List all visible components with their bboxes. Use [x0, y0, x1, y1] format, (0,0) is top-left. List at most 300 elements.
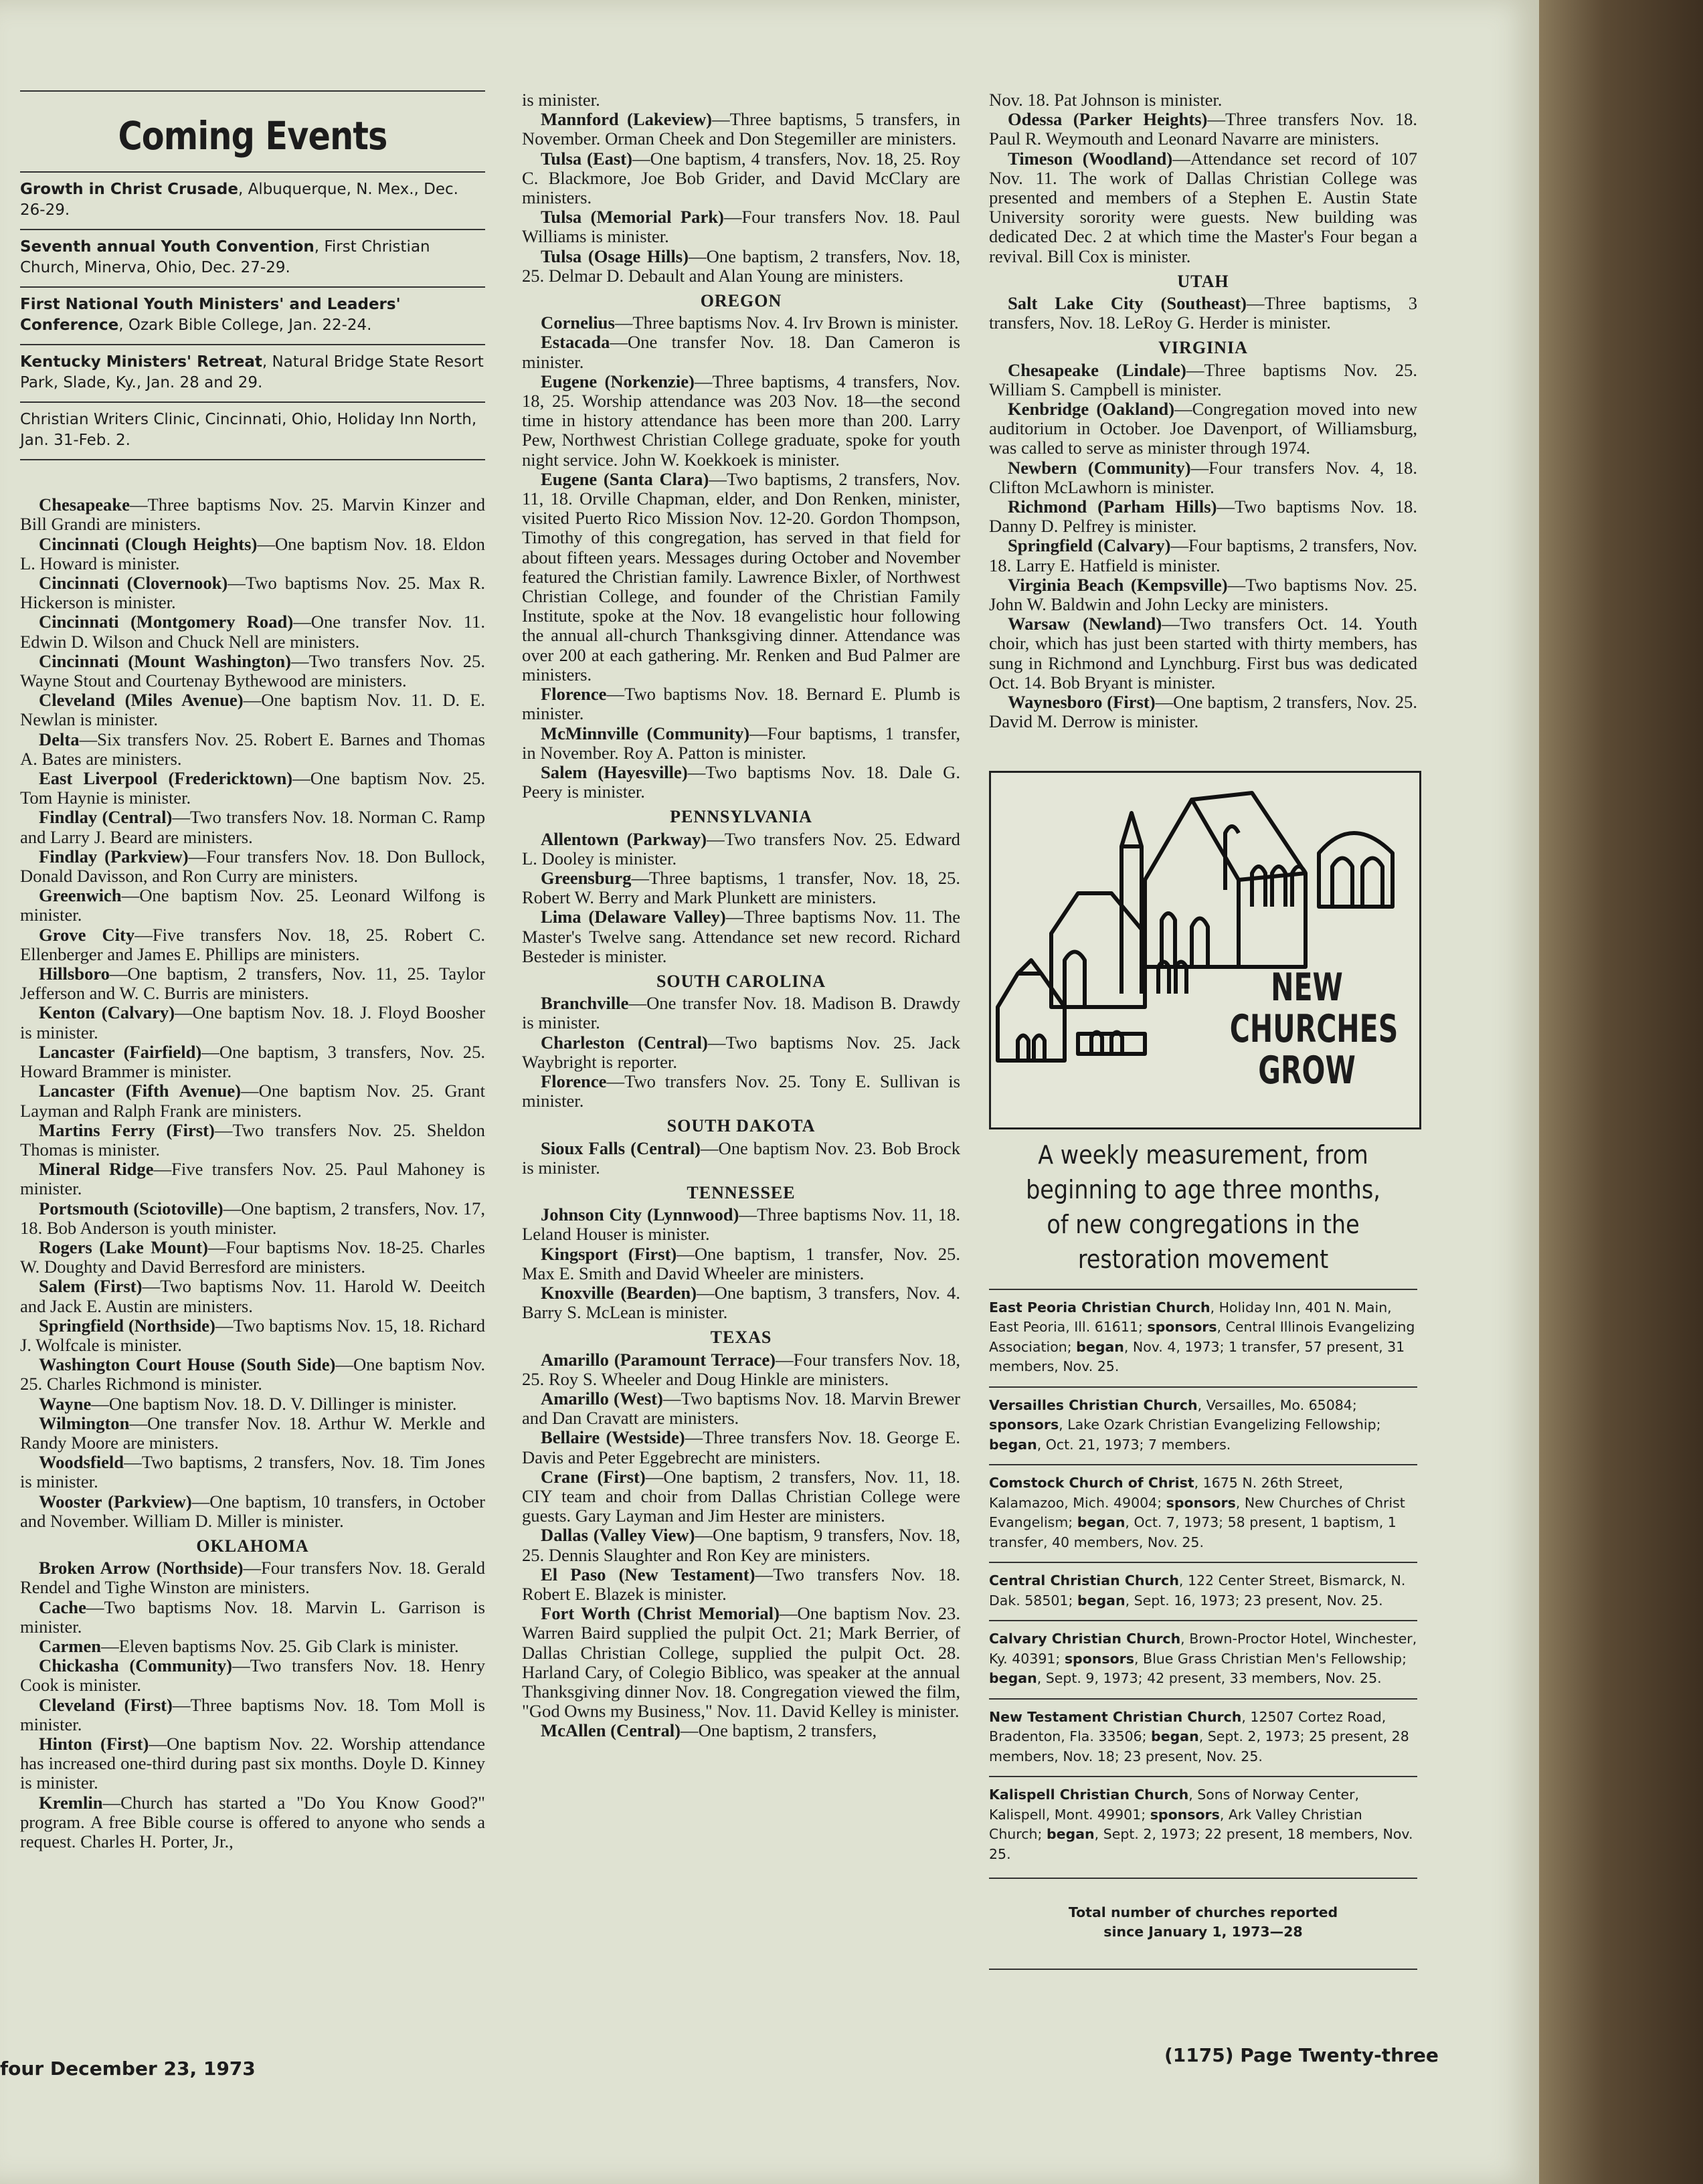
report-text: —One baptism Nov. 25. Tom Haynie is minister.	[20, 768, 485, 808]
church-report	[989, 693, 1417, 731]
began-label: began	[1077, 1592, 1126, 1609]
church-report	[522, 869, 960, 907]
church-report	[522, 685, 960, 723]
church-name: Cincinnati (Clough Heights)	[39, 533, 258, 554]
church-name: Findlay (Central)	[39, 807, 173, 828]
church-name: Mannford (Lakeview)	[541, 109, 713, 130]
church-report	[522, 149, 960, 208]
coming-event-item	[20, 173, 485, 230]
sponsors-text: , Blue Grass Christian Men's Fellowship;	[1134, 1650, 1407, 1667]
report-continuation: is minister.	[522, 90, 600, 110]
report-text: —Three baptisms, 4 transfers, Nov. 18, 25. Worship attendance was 203 Nov. 18—the second time in history attendance has been more than 200. Larry Pew, Northwest Christian College graduate, spoke for youth night service. John W. Koekkoek is minister.	[522, 371, 960, 470]
new-churches-grow-heading	[1229, 965, 1399, 1093]
church-report	[20, 1492, 485, 1531]
church-name: Wayne	[39, 1393, 92, 1414]
report-text: —One baptism, 2 transfers,	[680, 1720, 877, 1741]
church-report	[20, 573, 485, 612]
church-name: Hinton (First)	[39, 1734, 149, 1754]
report-text: —Two transfers Nov. 18. Norman C. Ramp and Larry J. Beard are ministers.	[20, 807, 485, 847]
church-address: , 122 Center Street, Bismarck, N. Dak. 58501;	[989, 1572, 1406, 1609]
church-name: Knoxville (Bearden)	[541, 1282, 697, 1303]
church-name: Carmen	[39, 1635, 102, 1656]
report-text: —Five transfers Nov. 25. Paul Mahoney is minister.	[20, 1159, 485, 1199]
report-text: —Two baptisms Nov. 18. Dale G. Peery is minister.	[522, 761, 960, 802]
report-text: —Two transfers Nov. 25. Wayne Stout and Courtenay Bythewood are ministers.	[20, 650, 485, 691]
report-text: —One baptism Nov. 25. Charles Richmond is minister.	[20, 1354, 485, 1394]
church-name: Charleston (Central)	[541, 1032, 708, 1053]
new-church-entry	[989, 1698, 1417, 1777]
report-text: —Three baptisms, 5 transfers, in November. Orman Cheek and Don Stegemiller are ministers.	[522, 109, 960, 149]
report-text: —Two baptisms Nov. 18. Bernard E. Plumb is minister.	[522, 684, 960, 724]
church-report	[20, 808, 485, 846]
began-text: , Nov. 4, 1973; 1 transfer, 57 present, 31 members, Nov. 25.	[989, 1338, 1405, 1374]
report-text: —One baptism Nov. 18. Eldon L. Howard is minister.	[20, 533, 485, 573]
church-report	[989, 149, 1417, 266]
church-name: Cincinnati (Montgomery Road)	[39, 612, 294, 632]
church-report	[20, 730, 485, 769]
report-text: —Three baptisms Nov. 4. Irv Brown is minister.	[614, 312, 959, 333]
church-name: Kingsport (First)	[541, 1243, 677, 1264]
church-report	[20, 1199, 485, 1238]
church-name: Chickasha (Community)	[39, 1655, 232, 1676]
report-text: —One transfer Nov. 18. Madison B. Drawdy is minister.	[522, 993, 960, 1033]
church-name: Greenwich	[39, 885, 122, 906]
footer-date: four December 23, 1973	[0, 2058, 256, 2080]
began-label: began	[1077, 1514, 1126, 1530]
church-report	[20, 1793, 485, 1852]
church-name: Eugene (Norkenzie)	[541, 371, 695, 391]
sponsors-label: sponsors	[989, 1417, 1059, 1433]
church-address: , Versailles, Mo. 65084;	[1197, 1396, 1357, 1413]
report-text: —Attendance set record of 107 Nov. 11. The work of Dallas Christian College was presented and members of a Stephen E. Austin State University sorority were guests. New building was dedicated Dec. 2 at which time the Master's Four began a revival. Bill Cox is minister.	[989, 148, 1417, 266]
event-name: Growth in Christ Crusade	[20, 181, 238, 199]
report-text: —One baptism, 3 transfers, Nov. 4. Barry S. McLean is minister.	[522, 1282, 960, 1323]
church-report	[989, 294, 1417, 333]
began-text: , Oct. 7, 1973; 58 present, 1 baptism, 1 transfer, 40 members, Nov. 25.	[989, 1514, 1397, 1550]
church-report	[20, 964, 485, 1003]
report-text: —Two baptisms Nov. 25. John W. Baldwin and John Lecky are ministers.	[989, 574, 1417, 615]
report-text: —Two transfers Nov. 18. Robert E. Blazek is minister.	[522, 1564, 960, 1605]
church-name: Cleveland (First)	[39, 1694, 173, 1715]
sponsors-label: sponsors	[1064, 1650, 1134, 1667]
report-text: —Three transfers Nov. 18. George E. Davis and Peter Eggebrecht are ministers.	[522, 1427, 960, 1467]
church-name: Eugene (Santa Clara)	[541, 468, 709, 489]
new-church-entry	[989, 1289, 1417, 1386]
report-text: —One baptism Nov. 23. Warren Baird supplied the pulpit Oct. 21; Mark Berrier, of Dallas Christian College, supplied the pulpit Oct. 28. Harland Cary, of Colegio Biblico, was speaker at the annual Thanksgiving dinner Nov. 18. Congregation viewed the film, "God Owns my Business," Nov. 11. David Kelley is minister.	[522, 1603, 960, 1722]
church-report	[989, 497, 1417, 536]
church-name: Lima (Delaware Valley)	[541, 907, 726, 927]
church-name: Florence	[541, 684, 607, 705]
church-name: Versailles Christian Church	[989, 1396, 1198, 1413]
column-left	[20, 90, 485, 1851]
church-report	[522, 1350, 960, 1389]
event-details: , Ozark Bible College, Jan. 22-24.	[118, 316, 372, 335]
church-name: Virginia Beach (Kempsville)	[1008, 574, 1228, 595]
church-report	[989, 458, 1417, 497]
state-heading: TEXAS	[710, 1328, 772, 1348]
report-text: —One baptism Nov. 22. Worship attendance has increased one-third during past six months. Doyle D. Kinney is minister.	[20, 1734, 485, 1793]
report-text: —Two baptisms, 2 transfers, Nov. 18. Tim Jones is minister.	[20, 1452, 485, 1492]
church-report	[522, 110, 960, 149]
church-name: Tulsa (Osage Hills)	[541, 246, 689, 266]
church-report	[20, 925, 485, 964]
church-name: Tulsa (Memorial Park)	[541, 207, 724, 227]
report-text: —Four transfers Nov. 18, 25. Roy S. Wheeler and Doug Hinkle are ministers.	[522, 1349, 960, 1389]
church-name: Grove City	[39, 924, 135, 945]
event-details: , Albuquerque, N. Mex., Dec. 26-29.	[20, 181, 458, 219]
report-text: —Two baptisms, 2 transfers, Nov. 11, 18. Orville Chapman, elder, and Don Renken, minister, visited Puerto Rico Mission Nov. 12-20. Gordon Thompson, Timothy of this congregation, has served in that field for about fifteen years. Messages during October and November featured the Christian family. Lawrence Bixler, of Northwest Christian College, and founder of the Christian Family Institute, spoke at the Nov. 18 evangelistic hour following the annual all-church Thanksgiving dinner. Attendance was over 200 at each gathering. Mr. Renken and Bud Palmer are ministers.	[522, 468, 960, 685]
church-name: Cache	[39, 1597, 86, 1617]
church-report	[20, 1637, 485, 1656]
event-details: Christian Writers Clinic, Cincinnati, Ohio, Holiday Inn North, Jan. 31-Feb. 2.	[20, 411, 477, 450]
church-name: Springfield (Calvary)	[1008, 535, 1171, 556]
church-name: Amarillo (West)	[541, 1388, 663, 1408]
report-text: —Four baptisms, 2 transfers, Nov. 18. Larry E. Hatfield is minister.	[989, 535, 1417, 575]
report-text: —Four transfers Nov. 18. Don Bullock, Donald Davisson, and Ron Curry are ministers.	[20, 846, 485, 887]
event-details: , Natural Bridge State Resort Park, Slade, Ky., Jan. 28 and 29.	[20, 353, 484, 392]
church-report	[522, 1428, 960, 1467]
report-text: —Four transfers Nov. 18. Gerald Rendel and Tighe Winston are ministers.	[20, 1558, 485, 1598]
church-name: Salem (Hayesville)	[541, 761, 688, 782]
church-name: Kenton (Calvary)	[39, 1002, 175, 1023]
report-text: —One baptism Nov. 18. J. Floyd Boosher is minister.	[20, 1002, 485, 1042]
state-heading: OREGON	[700, 291, 782, 311]
church-name: Greensburg	[541, 867, 632, 888]
church-report	[522, 830, 960, 869]
total-line: since January 1, 1973—28	[1103, 1924, 1303, 1940]
report-continuation: Nov. 18. Pat Johnson is minister.	[989, 90, 1223, 110]
church-report	[20, 1238, 485, 1277]
page-edge-background	[1539, 0, 1703, 2184]
church-name: New Testament Christian Church	[989, 1708, 1242, 1725]
report-text: —Five transfers Nov. 18, 25. Robert C. Ellenberger and James E. Phillips are ministers.	[20, 924, 485, 964]
state-heading: UTAH	[1177, 271, 1229, 291]
church-report	[20, 1003, 485, 1042]
church-name: Wilmington	[39, 1413, 130, 1433]
report-text: —One baptism, 9 transfers, Nov. 18, 25. Dennis Slaughter and Ron Key are ministers.	[522, 1525, 961, 1565]
church-name: Warsaw (Newland)	[1008, 614, 1162, 634]
church-name: Hillsboro	[39, 964, 110, 984]
report-text: —Congregation moved into new auditorium in October. Joe Davenport, of Williamsburg, was called to serve as minister through 1974.	[989, 399, 1417, 458]
church-report	[20, 847, 485, 886]
began-text: , Sept. 16, 1973; 23 present, Nov. 25.	[1125, 1592, 1383, 1609]
church-report	[522, 907, 960, 966]
began-text: , Sept. 9, 1973; 42 present, 33 members, Nov. 25.	[1037, 1670, 1382, 1686]
report-text: —Two baptisms Nov. 25. Max R. Hickerson is minister.	[20, 573, 485, 613]
report-text: —Three transfers Nov. 18. Paul R. Weymouth and Leonard Navarre are ministers.	[989, 109, 1417, 149]
church-name: Chesapeake	[39, 494, 130, 515]
report-text: —One baptism Nov. 25. Leonard Wilfong is minister.	[20, 885, 485, 925]
church-name: Newbern (Community)	[1008, 457, 1191, 478]
report-text: —Three baptisms Nov. 11, 18. Leland Houser is minister.	[522, 1204, 961, 1245]
report-text: —Two transfers Nov. 25. Edward L. Dooley is minister.	[522, 828, 960, 869]
began-label: began	[1076, 1338, 1124, 1355]
church-address: , Brown-Proctor Hotel, Winchester, Ky. 40391;	[989, 1631, 1417, 1667]
began-label: began	[989, 1670, 1037, 1686]
church-name: Odessa (Parker Heights)	[1008, 109, 1208, 130]
report-text: —One baptism, 2 transfers, Nov. 17, 18. Bob Anderson is youth minister.	[20, 1198, 485, 1238]
church-report	[522, 1245, 960, 1283]
church-name: Branchville	[541, 993, 629, 1014]
church-report	[20, 495, 485, 534]
report-text: —Two baptisms Nov. 18. Marvin Brewer and Dan Cravatt are ministers.	[522, 1388, 961, 1429]
church-address: , 1675 N. 26th Street, Kalamazoo, Mich. 49004;	[989, 1475, 1344, 1511]
footer-page-number: (1175) Page Twenty-three	[1164, 2044, 1439, 2066]
began-label: began	[1046, 1826, 1095, 1842]
church-name: Kalispell Christian Church	[989, 1787, 1189, 1803]
heading-word: CHURCHES	[1229, 1006, 1399, 1051]
church-report	[20, 1696, 485, 1734]
church-name: East Liverpool (Fredericktown)	[39, 768, 293, 789]
column-right	[989, 90, 1417, 1970]
church-report	[20, 1558, 485, 1597]
church-report	[20, 1277, 485, 1315]
event-name: Kentucky Ministers' Retreat	[20, 353, 262, 371]
report-text: —One transfer Nov. 18. Arthur W. Merkle and Randy Moore are ministers.	[20, 1413, 485, 1453]
church-report	[522, 1604, 960, 1721]
church-name: Crane (First)	[541, 1466, 646, 1487]
church-report	[20, 1394, 485, 1414]
church-report	[522, 1526, 960, 1564]
sponsors-text: , Lake Ozark Christian Evangelizing Fellowship;	[1059, 1417, 1381, 1433]
sponsors-text: , Ark Valley Christian Church;	[989, 1806, 1362, 1842]
report-text: —One baptism, 2 transfers, Nov. 25. David M. Derrow is minister.	[989, 692, 1418, 732]
new-churches-grow-illustration	[989, 771, 1421, 1129]
report-text: —Three baptisms Nov. 25. Marvin Kinzer and Bill Grandi are ministers.	[20, 494, 485, 535]
church-name: Central Christian Church	[989, 1572, 1179, 1588]
report-text: —One baptism Nov. 18. D. V. Dillinger is minister.	[91, 1393, 457, 1414]
report-text: —Two baptisms Nov. 15, 18. Richard J. Wolfcale is minister.	[20, 1315, 486, 1355]
report-text: —Church has started a "Do You Know Good?" program. A free Bible course is offered to anyone who sends a request. Charles H. Porter, Jr.,	[20, 1792, 485, 1852]
began-label: began	[1151, 1728, 1199, 1744]
divider	[20, 90, 485, 92]
report-text: —Two transfers Oct. 14. Youth choir, which has just been started with thirty members, has sung in Richmond and Lynchburg. First bus was dedicated Oct. 14. Bob Bryant is minister.	[989, 614, 1417, 693]
church-report	[522, 1283, 960, 1322]
church-name: Florence	[541, 1071, 607, 1091]
total-churches-note	[989, 1878, 1417, 1970]
church-report	[522, 1565, 960, 1604]
report-text: —Four baptisms Nov. 18-25. Charles W. Doughty and David Berresford are ministers.	[20, 1237, 485, 1277]
church-report	[20, 1316, 485, 1355]
church-name: Amarillo (Paramount Terrace)	[541, 1349, 776, 1370]
church-name: Dallas (Valley View)	[541, 1525, 695, 1546]
sponsors-label: sponsors	[1166, 1494, 1236, 1511]
church-name: Richmond (Parham Hills)	[1008, 496, 1217, 517]
report-text: —Two baptisms Nov. 11. Harold W. Deeitch and Jack E. Austin are ministers.	[20, 1276, 485, 1316]
church-report	[20, 886, 485, 925]
church-name: Salt Lake City (Southeast)	[1008, 293, 1247, 314]
report-text: —One baptism, 1 transfer, Nov. 25. Max E. Smith and David Wheeler are ministers.	[522, 1243, 960, 1283]
sponsors-label: sponsors	[1147, 1319, 1217, 1335]
heading-word: NEW	[1271, 965, 1343, 1010]
church-report	[522, 1072, 960, 1111]
church-name: Sioux Falls (Central)	[541, 1138, 701, 1158]
report-text: —Three baptisms, 1 transfer, Nov. 18, 25. Robert W. Berry and Mark Plunkett are ministers.	[522, 867, 960, 908]
church-name: Johnson City (Lynnwood)	[541, 1204, 739, 1225]
new-churches-subtitle: A weekly measurement, from beginning to age three months, of new congregations in the restoration movement	[1026, 1140, 1380, 1274]
church-name: East Peoria Christian Church	[989, 1299, 1211, 1315]
church-report	[20, 1734, 485, 1793]
report-text: —One transfer Nov. 11. Edwin D. Wilson and Chuck Nell are ministers.	[20, 612, 485, 652]
total-line: Total number of churches reported	[1068, 1904, 1338, 1920]
church-name: Lancaster (Fairfield)	[39, 1041, 202, 1062]
coming-events-title: Coming Events	[118, 113, 387, 159]
church-name: Lancaster (Fifth Avenue)	[39, 1081, 242, 1101]
church-name: Portsmouth (Sciotoville)	[39, 1198, 223, 1218]
report-text: —Three baptisms Nov. 11. The Master's Twelve sang. Attendance set new record. Richard Besteder is minister.	[522, 907, 960, 966]
coming-event-item	[20, 230, 485, 288]
church-name: El Paso (New Testament)	[541, 1564, 755, 1584]
church-name: Cleveland (Miles Avenue)	[39, 690, 244, 711]
church-report	[522, 313, 960, 333]
church-name: Martins Ferry (First)	[39, 1119, 215, 1140]
church-report	[20, 1121, 485, 1160]
report-text: —One baptism, 2 transfers, Nov. 18, 25. Delmar D. Debault and Alan Young are ministers.	[522, 246, 960, 286]
new-church-entry	[989, 1620, 1417, 1698]
church-report	[522, 1139, 960, 1178]
new-church-entry	[989, 1386, 1417, 1465]
church-name: Rogers (Lake Mount)	[39, 1237, 208, 1257]
church-report	[522, 1033, 960, 1072]
church-report	[522, 1467, 960, 1526]
church-report	[20, 1042, 485, 1081]
church-report	[522, 724, 960, 763]
sponsors-label: sponsors	[1150, 1806, 1220, 1823]
church-name: Springfield (Northside)	[39, 1315, 215, 1336]
church-report	[522, 1721, 960, 1740]
report-text: —Two baptisms Nov. 18. Marvin L. Garrison is minister.	[20, 1597, 485, 1637]
report-text: —Two transfers Nov. 25. Sheldon Thomas is minister.	[20, 1119, 485, 1160]
church-name: Calvary Christian Church	[989, 1631, 1181, 1647]
report-text: —Eleven baptisms Nov. 25. Gib Clark is minister.	[101, 1635, 459, 1656]
began-text: , Sept. 2, 1973; 25 present, 28 members, Nov. 18; 23 present, Nov. 25.	[989, 1728, 1409, 1764]
news-list-left	[20, 495, 485, 1851]
church-report	[20, 535, 485, 573]
report-text: —Three baptisms Nov. 25. William S. Campbell is minister.	[989, 359, 1417, 399]
event-name: First National Youth Ministers' and Leaders' Conference	[20, 296, 401, 335]
church-report	[522, 247, 960, 286]
new-churches-list	[989, 1289, 1417, 1874]
report-text: —Two baptisms Nov. 25. Jack Waybright is reporter.	[522, 1032, 960, 1072]
report-text: —Two baptisms Nov. 18. Danny D. Pelfrey is minister.	[989, 496, 1418, 537]
report-text: —Two transfers Nov. 25. Tony E. Sullivan is minister.	[522, 1071, 960, 1111]
coming-event-item	[20, 288, 485, 345]
report-text: —One baptism Nov. 11. D. E. Newlan is minister.	[20, 690, 485, 730]
report-text: —One transfer Nov. 18. Dan Cameron is minister.	[522, 332, 960, 372]
church-report	[20, 691, 485, 729]
began-text: , Oct. 21, 1973; 7 members.	[1037, 1436, 1231, 1453]
church-report	[989, 399, 1417, 458]
church-report	[20, 652, 485, 691]
church-name: Salem (First)	[39, 1276, 143, 1297]
church-name: Waynesboro (First)	[1008, 692, 1156, 713]
church-name: Broken Arrow (Northside)	[39, 1558, 244, 1578]
report-text: —One baptism, 10 transfers, in October and November. William D. Miller is minister.	[20, 1491, 485, 1531]
news-list-middle	[522, 90, 960, 1741]
church-name: Fort Worth (Christ Memorial)	[541, 1603, 780, 1624]
church-report	[522, 372, 960, 470]
began-label: began	[989, 1436, 1037, 1453]
church-report	[989, 110, 1417, 149]
church-name: Cincinnati (Mount Washington)	[39, 650, 292, 671]
church-name: Kremlin	[39, 1792, 103, 1813]
report-text: —Four baptisms, 1 transfer, in November. Roy A. Patton is minister.	[522, 723, 961, 763]
church-name: Woodsfield	[39, 1452, 124, 1473]
state-heading: SOUTH CAROLINA	[656, 971, 826, 991]
church-report	[989, 536, 1417, 575]
church-report	[20, 1414, 485, 1453]
report-text: —Two transfers Nov. 18. Henry Cook is minister.	[20, 1655, 485, 1696]
report-text: —One baptism Nov. 25. Grant Layman and Ralph Frank are ministers.	[20, 1081, 485, 1121]
heading-word: GROW	[1258, 1048, 1356, 1093]
church-report	[989, 575, 1417, 614]
state-heading: TENNESSEE	[687, 1182, 796, 1202]
church-report	[20, 1656, 485, 1695]
church-name: Washington Court House (South Side)	[39, 1354, 336, 1375]
church-name: Findlay (Parkview)	[39, 846, 189, 867]
church-name: Kenbridge (Oakland)	[1008, 399, 1175, 420]
church-report	[20, 612, 485, 651]
church-address: , 12507 Cortez Road, Bradenton, Fla. 33506;	[989, 1708, 1386, 1744]
event-details: , First Christian Church, Minerva, Ohio, Dec. 27-29.	[20, 238, 430, 277]
report-text: —One baptism, 2 transfers, Nov. 11, 18. CIY team and choir from Dallas Christian College were guests. Gary Layman and Jim Hester are ministers.	[522, 1466, 960, 1526]
state-heading: OKLAHOMA	[196, 1536, 309, 1556]
church-report	[20, 1355, 485, 1394]
church-name: Allentown (Parkway)	[541, 828, 707, 849]
report-text: —One baptism Nov. 23. Bob Brock is minister.	[522, 1138, 960, 1178]
church-name: Tulsa (East)	[541, 148, 632, 169]
report-text: —One baptism, 3 transfers, Nov. 25. Howard Brammer is minister.	[20, 1041, 486, 1082]
report-text: —One baptism, 4 transfers, Nov. 18, 25. Roy C. Blackmore, Joe Bob Grider, and David McClary are ministers.	[522, 148, 960, 208]
church-report	[522, 1205, 960, 1244]
church-name: Timeson (Woodland)	[1008, 148, 1173, 169]
spacer	[20, 460, 485, 495]
coming-event-item	[20, 403, 485, 460]
church-report	[522, 1389, 960, 1428]
church-report	[20, 1453, 485, 1491]
church-name: Estacada	[541, 332, 610, 353]
church-report	[522, 333, 960, 371]
church-address: , Holiday Inn, 401 N. Main, East Peoria, Ill. 61611;	[989, 1299, 1392, 1335]
church-report	[20, 1081, 485, 1120]
church-report	[989, 361, 1417, 399]
new-church-entry	[989, 1562, 1417, 1620]
church-name: Delta	[39, 729, 80, 749]
began-text: , Sept. 2, 1973; 22 present, 18 members, Nov. 25.	[989, 1826, 1413, 1862]
church-report	[522, 994, 960, 1032]
church-name: Cornelius	[541, 312, 615, 333]
church-name: Comstock Church of Christ	[989, 1475, 1194, 1491]
church-name: Wooster (Parkview)	[39, 1491, 192, 1512]
sponsors-text: , Central Illinois Evangelizing Association;	[989, 1319, 1415, 1355]
church-report	[20, 1598, 485, 1637]
state-heading: VIRGINIA	[1158, 338, 1248, 358]
church-address: , Sons of Norway Center, Kalispell, Mont. 49901;	[989, 1787, 1360, 1823]
report-text: —Three baptisms Nov. 18. Tom Moll is minister.	[20, 1694, 485, 1734]
coming-event-item	[20, 345, 485, 403]
church-name: McAllen (Central)	[541, 1720, 681, 1741]
church-name: Mineral Ridge	[39, 1159, 154, 1180]
news-list-right	[989, 90, 1417, 732]
state-heading: PENNSYLVANIA	[670, 807, 812, 827]
report-text: —Three baptisms, 3 transfers, Nov. 18. LeRoy G. Herder is minister.	[989, 293, 1417, 333]
church-report	[522, 207, 960, 246]
event-name: Seventh annual Youth Convention	[20, 238, 315, 256]
church-name: Chesapeake (Lindale)	[1008, 359, 1186, 380]
report-text: —One baptism, 2 transfers, Nov. 11, 25. Taylor Jefferson and W. C. Burris are ministers.	[20, 964, 485, 1004]
church-name: Cincinnati (Clovernook)	[39, 573, 228, 594]
church-report	[989, 614, 1417, 693]
